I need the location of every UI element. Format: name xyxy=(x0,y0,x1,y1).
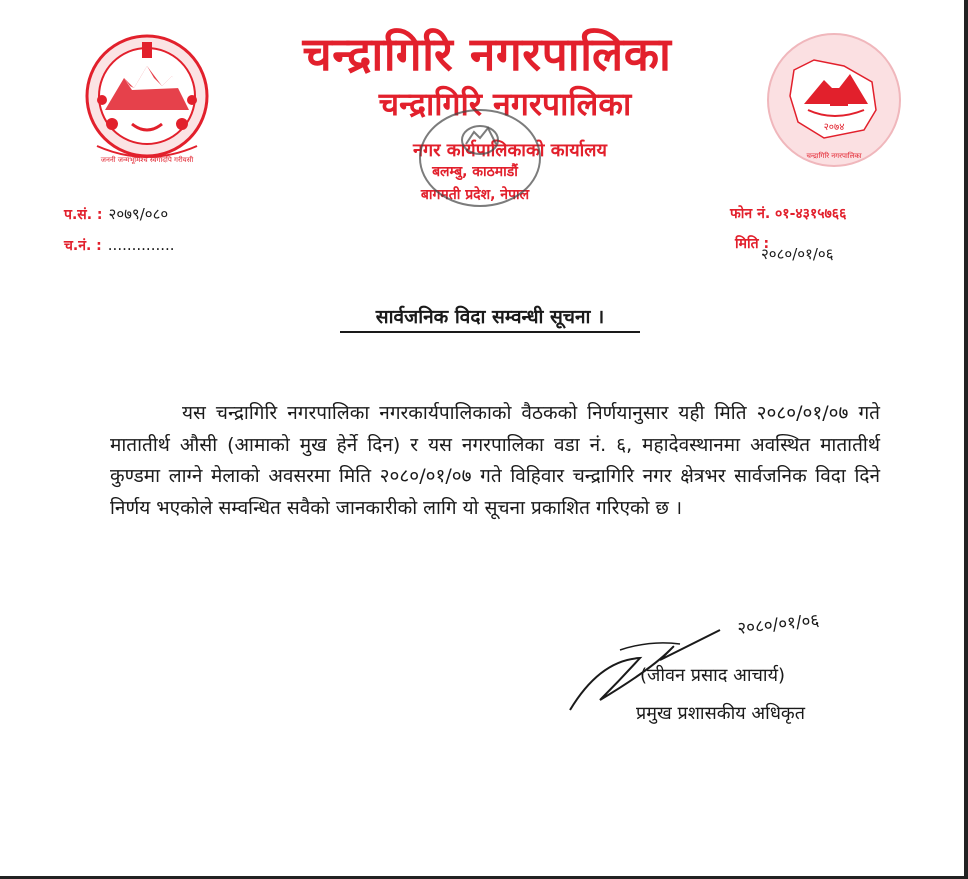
notice-title: सार्वजनिक विदा सम्वन्धी सूचना । xyxy=(340,303,640,333)
municipality-name: चन्द्रागिरि नगरपालिका xyxy=(302,27,672,81)
office-province: बागमती प्रदेश, नेपाल xyxy=(420,187,530,203)
municipality-logo xyxy=(764,30,904,170)
signatory-name: (जीवन प्रसाद आचार्य) xyxy=(640,665,786,686)
office-location: बलम्बु, काठमाडौं xyxy=(432,164,518,180)
reference-label: प.सं. : xyxy=(64,207,103,223)
svg-text:चन्द्रागिरि नगरपालिका: चन्द्रागिरि नगरपालिका xyxy=(806,152,862,160)
dispatch-value: .............. xyxy=(107,236,175,254)
office-stamp xyxy=(408,100,553,215)
nepal-emblem-logo xyxy=(72,28,222,168)
svg-text:२०७४: २०७४ xyxy=(823,122,845,133)
reference-number xyxy=(64,204,168,224)
notice-body: यस चन्द्रागिरि नगरपालिका नगरकार्यपालिकाको वैठकको निर्णयानुसार यही मिति २०८०/०१/०७ गते मातातीर्थ औसी (आमाको मुख हेर्ने दिन) र यस नगरपालिका वडा नं. ६, महादेवस्थानमा अवस्थित मातातीर्थ कुण्डमा लाग्ने मेलाको अवसरमा मिति २०८०/०१/०७ गते विहिवार चन्द्रागिरि नगर क्षेत्रभर सार्वजनिक विदा दिने निर्णय भएकोले सम्वन्धित सवैको जानकारीको लागि यो सूचना प्रकाशित गरिएको छ । xyxy=(110,402,880,519)
svg-text:२०८०/०१/०६: २०८०/०१/०६ xyxy=(736,610,821,639)
office-name: नगर कार्यपालिकाको कार्यालय xyxy=(413,140,607,161)
date-value: २०८०/०१/०६ xyxy=(761,245,834,263)
svg-text:जननी जन्मभूमिश्च स्वर्गादपि गर: जननी जन्मभूमिश्च स्वर्गादपि गरीयसी xyxy=(100,156,194,164)
signatory-designation: प्रमुख प्रशासकीय अधिकृत xyxy=(636,703,805,724)
phone-number: फोन नं. ०१-४३१५७६६ xyxy=(730,206,847,222)
page-border-right xyxy=(964,0,968,879)
dispatch-number xyxy=(64,236,175,255)
municipality-name-overprint: चन्द्रागिरि नगरपालिका xyxy=(378,85,632,123)
reference-value: २०७९/०८० xyxy=(108,205,169,223)
date-label: मिति : xyxy=(735,236,770,252)
letter-date xyxy=(735,234,834,263)
dispatch-label: च.नं. : xyxy=(64,238,102,254)
